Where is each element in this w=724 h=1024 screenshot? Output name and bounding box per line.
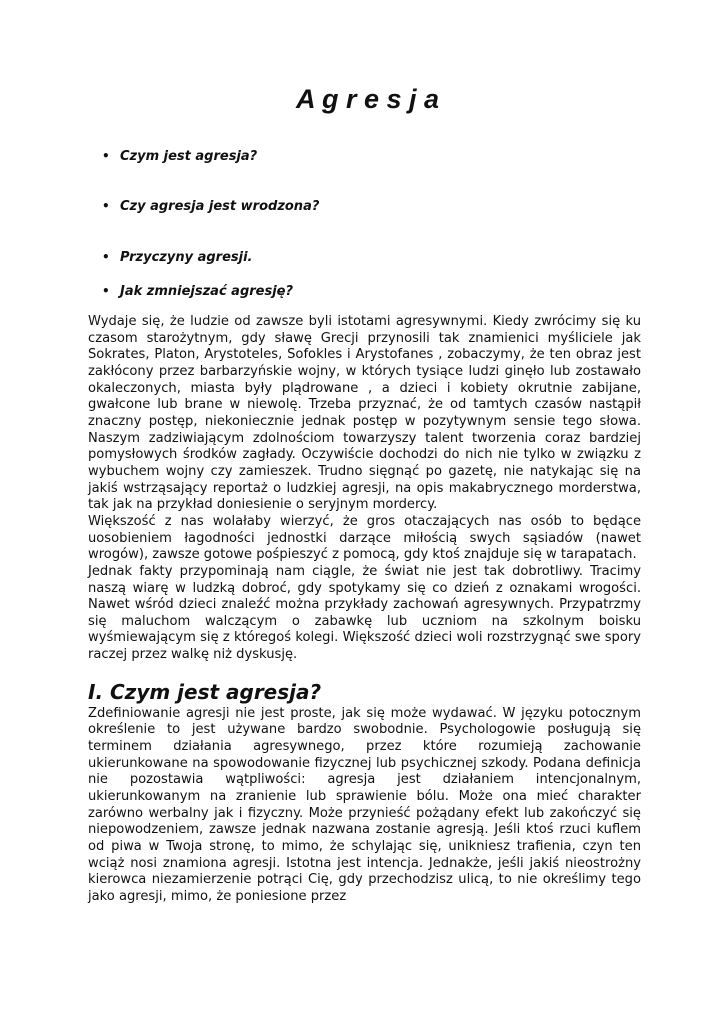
section-paragraph: Zdefiniowanie agresji nie jest proste, jak się może wydawać. W języku potocznym określenie to jest używane bardzo swobodnie. Psychologowie posługują się terminem działania agresywnego, przez które rozumieją zachowanie ukierunkowane na spowodowanie fizycznej lub psychicznej szkody. Podana definicja nie pozostawia wątpliwości: agresja jest działaniem intencjonalnym, ukierunkowanym na zranienie lub sprawienie bólu. Może ona mieć charakter zarówno werbalny jak i fizyczny. Może przynieść pożądany efekt lub zakończyć się niepowodzeniem, zawsze jednak nazwana zostanie agresją. Jeśli ktoś rzuci kuflem od piwa w Twoja stronę, to mimo, że schylając się, unikniesz trafienia, czyn ten wciąż nosi znamiona agresji. Istotna jest intencja. Jednakże, jeśli jakiś nieostrożny kierowca niezamierzenie potrąci Cię, gdy przechodzisz ulicą, to nie określimy tego jako agresji, mimo, że poniesione przez — [88, 705, 641, 904]
document-title: A g r e s j a — [295, 84, 440, 114]
intro-paragraph: Większość z nas wolałaby wierzyć, że gros otaczających nas osób to będące uosobieniem łagodności jednostki darzące miłością swych sąsiadów (nawet wrogów), zawsze gotowe pośpieszyć z pomocą, gdy ktoś znajduje się w tarapatach. — [88, 513, 641, 563]
toc-item-label: Jak zmniejszać agresję? — [120, 284, 294, 299]
toc-item-label: Czy agresja jest wrodzona? — [120, 199, 320, 214]
section-heading: I. Czym jest agresja? — [88, 679, 322, 704]
toc-item-label: Przyczyny agresji. — [120, 250, 253, 265]
bullet-icon: • — [102, 199, 110, 213]
bullet-icon: • — [102, 284, 110, 298]
bullet-icon: • — [102, 250, 110, 264]
intro-paragraph: Wydaje się, że ludzie od zawsze byli istotami agresywnymi. Kiedy zwrócimy się ku czasom starożytnym, gdy sławę Grecji przynosili tak znamienici myśliciele jak Sokrates, Platon, Arystoteles, Sofokles i Arystofanes , zobaczymy, że ten obraz jest zakłócony przez barbarzyńskie wojny, w których tysiące ludzi ginęło lub zostawało okaleczonych, miasta były plądrowane , a dzieci i kobiety okrutnie zabijane, gwałcone lub brane w niewolę. Trzeba przyznać, że od tamtych czasów nastąpił znaczny postęp, niekoniecznie jednak postęp w pozytywnym sensie tego słowa. Naszym zadziwiającym zdolnościom towarzyszy talent tworzenia coraz bardziej pomysłowych środków zagłady. Oczywiście dochodzi do nich nie tylko w związku z wybuchem wojny czy zamieszek. Trudno sięgnąć po gazetę, nie natykając się na jakiś wstrząsający reportaż o ludzkiej agresji, na opis makabrycznego morderstwa, tak jak na przykład doniesienie o seryjnym mordercy. — [88, 314, 641, 513]
bullet-icon: • — [102, 149, 110, 163]
toc-item-label: Czym jest agresja? — [120, 149, 258, 164]
intro-paragraph: Jednak fakty przypominają nam ciągle, że świat nie jest tak dobrotliwy. Tracimy naszą wiarę w ludzką dobroć, gdy spotykamy się co dzień z oznakami wrogości. Nawet wśród dzieci znaleźć można przykłady zachowań agresywnych. Przypatrzmy się maluchom walczącym o zabawkę lub uczniom na szkolnym boisku wyśmiewającym się z któregoś kolegi. Większość dzieci woli rozstrzygnąć swe spory raczej przez walkę niż dyskusję. — [88, 563, 641, 663]
document-body — [88, 314, 641, 906]
